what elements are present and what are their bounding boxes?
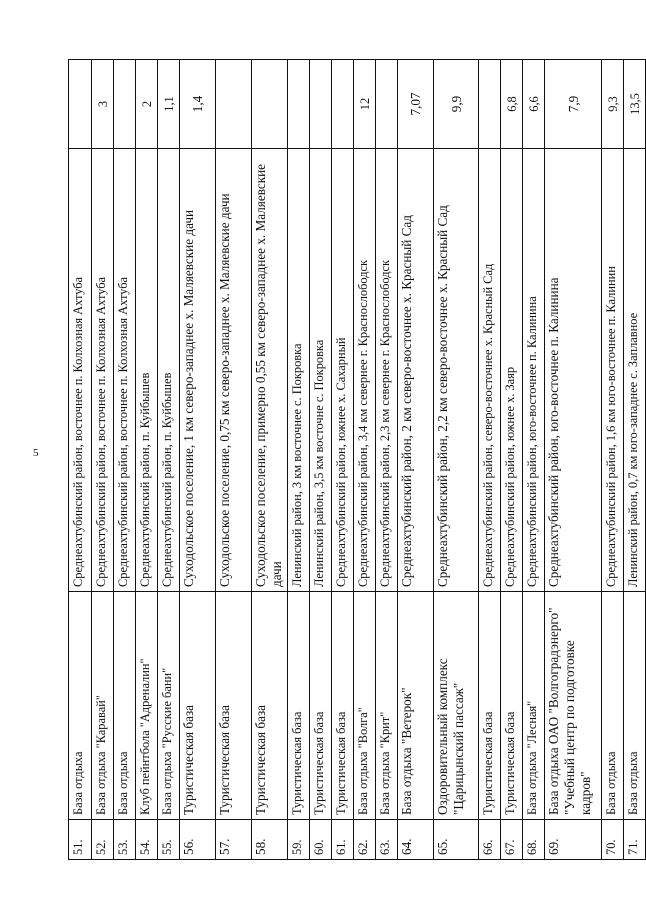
table-row bbox=[136, 60, 158, 860]
facility-area: 12 bbox=[354, 60, 376, 149]
row-number: 56. bbox=[180, 820, 216, 860]
table-row bbox=[332, 60, 354, 860]
row-number: 67. bbox=[501, 820, 523, 860]
facility-name: Туристическая база bbox=[332, 592, 354, 820]
facility-name: База отдыха "Ветерок" bbox=[398, 592, 434, 820]
facility-name: База отдыха bbox=[624, 592, 646, 820]
facility-name: Туристическая база bbox=[288, 592, 310, 820]
table-row bbox=[158, 60, 180, 860]
facility-location: Среднеахтубинский район, северо-восточнее х. Красный Сад bbox=[479, 149, 501, 592]
table-row bbox=[288, 60, 310, 860]
facility-name: База отдыха ОАО "Волгоградэнерго" "Учебный центр по подготовке кадров" bbox=[545, 592, 602, 820]
table-row bbox=[501, 60, 523, 860]
facility-location: Среднеахтубинский район, юго-восточнее п. Калинина bbox=[545, 149, 602, 592]
row-number: 68. bbox=[523, 820, 545, 860]
table-row bbox=[216, 60, 252, 860]
facility-location: Ленинский район, 3,5 км восточне с. Покровка bbox=[310, 149, 332, 592]
table-row bbox=[376, 60, 398, 860]
facility-location: Среднеахтубинский район, восточнее п. Колхозная Ахтуба bbox=[69, 149, 92, 592]
facility-area bbox=[288, 60, 310, 149]
facility-area bbox=[216, 60, 252, 149]
recreation-facilities-table bbox=[68, 59, 646, 860]
row-number: 52. bbox=[92, 820, 114, 860]
facility-name: Туристическая база bbox=[252, 592, 288, 820]
facility-area bbox=[376, 60, 398, 149]
facility-area bbox=[69, 60, 92, 149]
row-number: 70. bbox=[602, 820, 624, 860]
facility-name: База отдыха bbox=[69, 592, 92, 820]
facility-location: Среднеахтубинский район, п. Куйбышев bbox=[158, 149, 180, 592]
facility-area: 6,6 bbox=[523, 60, 545, 149]
facility-location: Ленинский район, 0,7 км юго-западнее с. Заплавное bbox=[624, 149, 646, 592]
facility-location: Среднеахтубинский район, п. Куйбышев bbox=[136, 149, 158, 592]
facility-name: База отдыха bbox=[602, 592, 624, 820]
row-number: 53. bbox=[114, 820, 136, 860]
facility-location: Среднеахтубинский район, 2,2 км северо-восточнее х. Красный Сад bbox=[434, 149, 479, 592]
facility-location: Среднеахтубинский район, юго-восточнее п. Калинина bbox=[523, 149, 545, 592]
table-row bbox=[69, 60, 92, 860]
facility-area bbox=[114, 60, 136, 149]
facility-area: 3 bbox=[92, 60, 114, 149]
row-number: 66. bbox=[479, 820, 501, 860]
row-number: 62. bbox=[354, 820, 376, 860]
row-number: 60. bbox=[310, 820, 332, 860]
row-number: 63. bbox=[376, 820, 398, 860]
row-number: 65. bbox=[434, 820, 479, 860]
row-number: 58. bbox=[252, 820, 288, 860]
facility-area: 1,1 bbox=[158, 60, 180, 149]
table-row bbox=[434, 60, 479, 860]
facility-area bbox=[479, 60, 501, 149]
rotated-table-sheet bbox=[68, 60, 642, 860]
table-row bbox=[354, 60, 376, 860]
facility-name: Оздоровительный комплекс "Царицынский пассаж" bbox=[434, 592, 479, 820]
table-row bbox=[114, 60, 136, 860]
facility-name: База отдыха "Лесная" bbox=[523, 592, 545, 820]
facility-name: База отдыха "Волга" bbox=[354, 592, 376, 820]
facility-area bbox=[252, 60, 288, 149]
facility-area bbox=[332, 60, 354, 149]
facility-name: Туристическая база bbox=[216, 592, 252, 820]
page-number: 5 bbox=[33, 447, 39, 459]
facility-location: Среднеахтубинский район, южнее х. Сахарный bbox=[332, 149, 354, 592]
row-number: 57. bbox=[216, 820, 252, 860]
facility-location: Ленинский район, 3 км восточнее с. Покровка bbox=[288, 149, 310, 592]
table-row bbox=[252, 60, 288, 860]
row-number: 54. bbox=[136, 820, 158, 860]
facility-name: База отдыха "Крит" bbox=[376, 592, 398, 820]
facility-area: 7,07 bbox=[398, 60, 434, 149]
facility-location: Среднеахтубинский район, южнее х. Заяр bbox=[501, 149, 523, 592]
facility-location: Среднеахтубинский район, 3,4 км севернее г. Краснослободск bbox=[354, 149, 376, 592]
facility-area bbox=[310, 60, 332, 149]
facility-location: Суходольское поселение, 1 км северо-западнее х. Маляевские дачи bbox=[180, 149, 216, 592]
facility-name: База отдыха "Русские бани" bbox=[158, 592, 180, 820]
row-number: 69. bbox=[545, 820, 602, 860]
facility-location: Среднеахтубинский район, восточнее п. Колхозная Ахтуба bbox=[114, 149, 136, 592]
facility-area: 9,3 bbox=[602, 60, 624, 149]
facility-area: 9,9 bbox=[434, 60, 479, 149]
facility-location: Среднеахтубинский район, 2 км северо-восточнее х. Красный Сад bbox=[398, 149, 434, 592]
facility-location: Среднеахтубинский район, восточнее п. Колхозная Ахтуба bbox=[92, 149, 114, 592]
table-row bbox=[624, 60, 646, 860]
facility-location: Суходольское поселение, 0,75 км северо-западнее х. Маляевские дачи bbox=[216, 149, 252, 592]
facility-location: Среднеахтубинский район, 1,6 км юго-восточнее п. Калинин bbox=[602, 149, 624, 592]
row-number: 61. bbox=[332, 820, 354, 860]
facility-name: База отдыха "Каравай" bbox=[92, 592, 114, 820]
facility-name: Туристическая база bbox=[501, 592, 523, 820]
row-number: 64. bbox=[398, 820, 434, 860]
row-number: 51. bbox=[69, 820, 92, 860]
facility-name: Туристическая база bbox=[479, 592, 501, 820]
facility-name: База отдыха bbox=[114, 592, 136, 820]
table-row bbox=[92, 60, 114, 860]
table-row bbox=[180, 60, 216, 860]
facility-area: 1,4 bbox=[180, 60, 216, 149]
row-number: 59. bbox=[288, 820, 310, 860]
facility-area: 2 bbox=[136, 60, 158, 149]
table-row bbox=[545, 60, 602, 860]
table-row bbox=[398, 60, 434, 860]
facility-location: Суходольское поселение, примерно 0,55 км северо-западнее х. Маляевские дачи bbox=[252, 149, 288, 592]
facility-name: Клуб пейнтбола "Адреналин" bbox=[136, 592, 158, 820]
row-number: 71. bbox=[624, 820, 646, 860]
table-row bbox=[310, 60, 332, 860]
facility-area: 13,5 bbox=[624, 60, 646, 149]
facility-location: Среднеахтубинский район, 2,3 км севернее г. Краснослободск bbox=[376, 149, 398, 592]
table-row bbox=[479, 60, 501, 860]
facility-name: Туристическая база bbox=[180, 592, 216, 820]
row-number: 55. bbox=[158, 820, 180, 860]
table-row bbox=[602, 60, 624, 860]
table-row bbox=[523, 60, 545, 860]
facility-name: Туристическая база bbox=[310, 592, 332, 820]
facility-area: 7,9 bbox=[545, 60, 602, 149]
facility-area: 6,8 bbox=[501, 60, 523, 149]
